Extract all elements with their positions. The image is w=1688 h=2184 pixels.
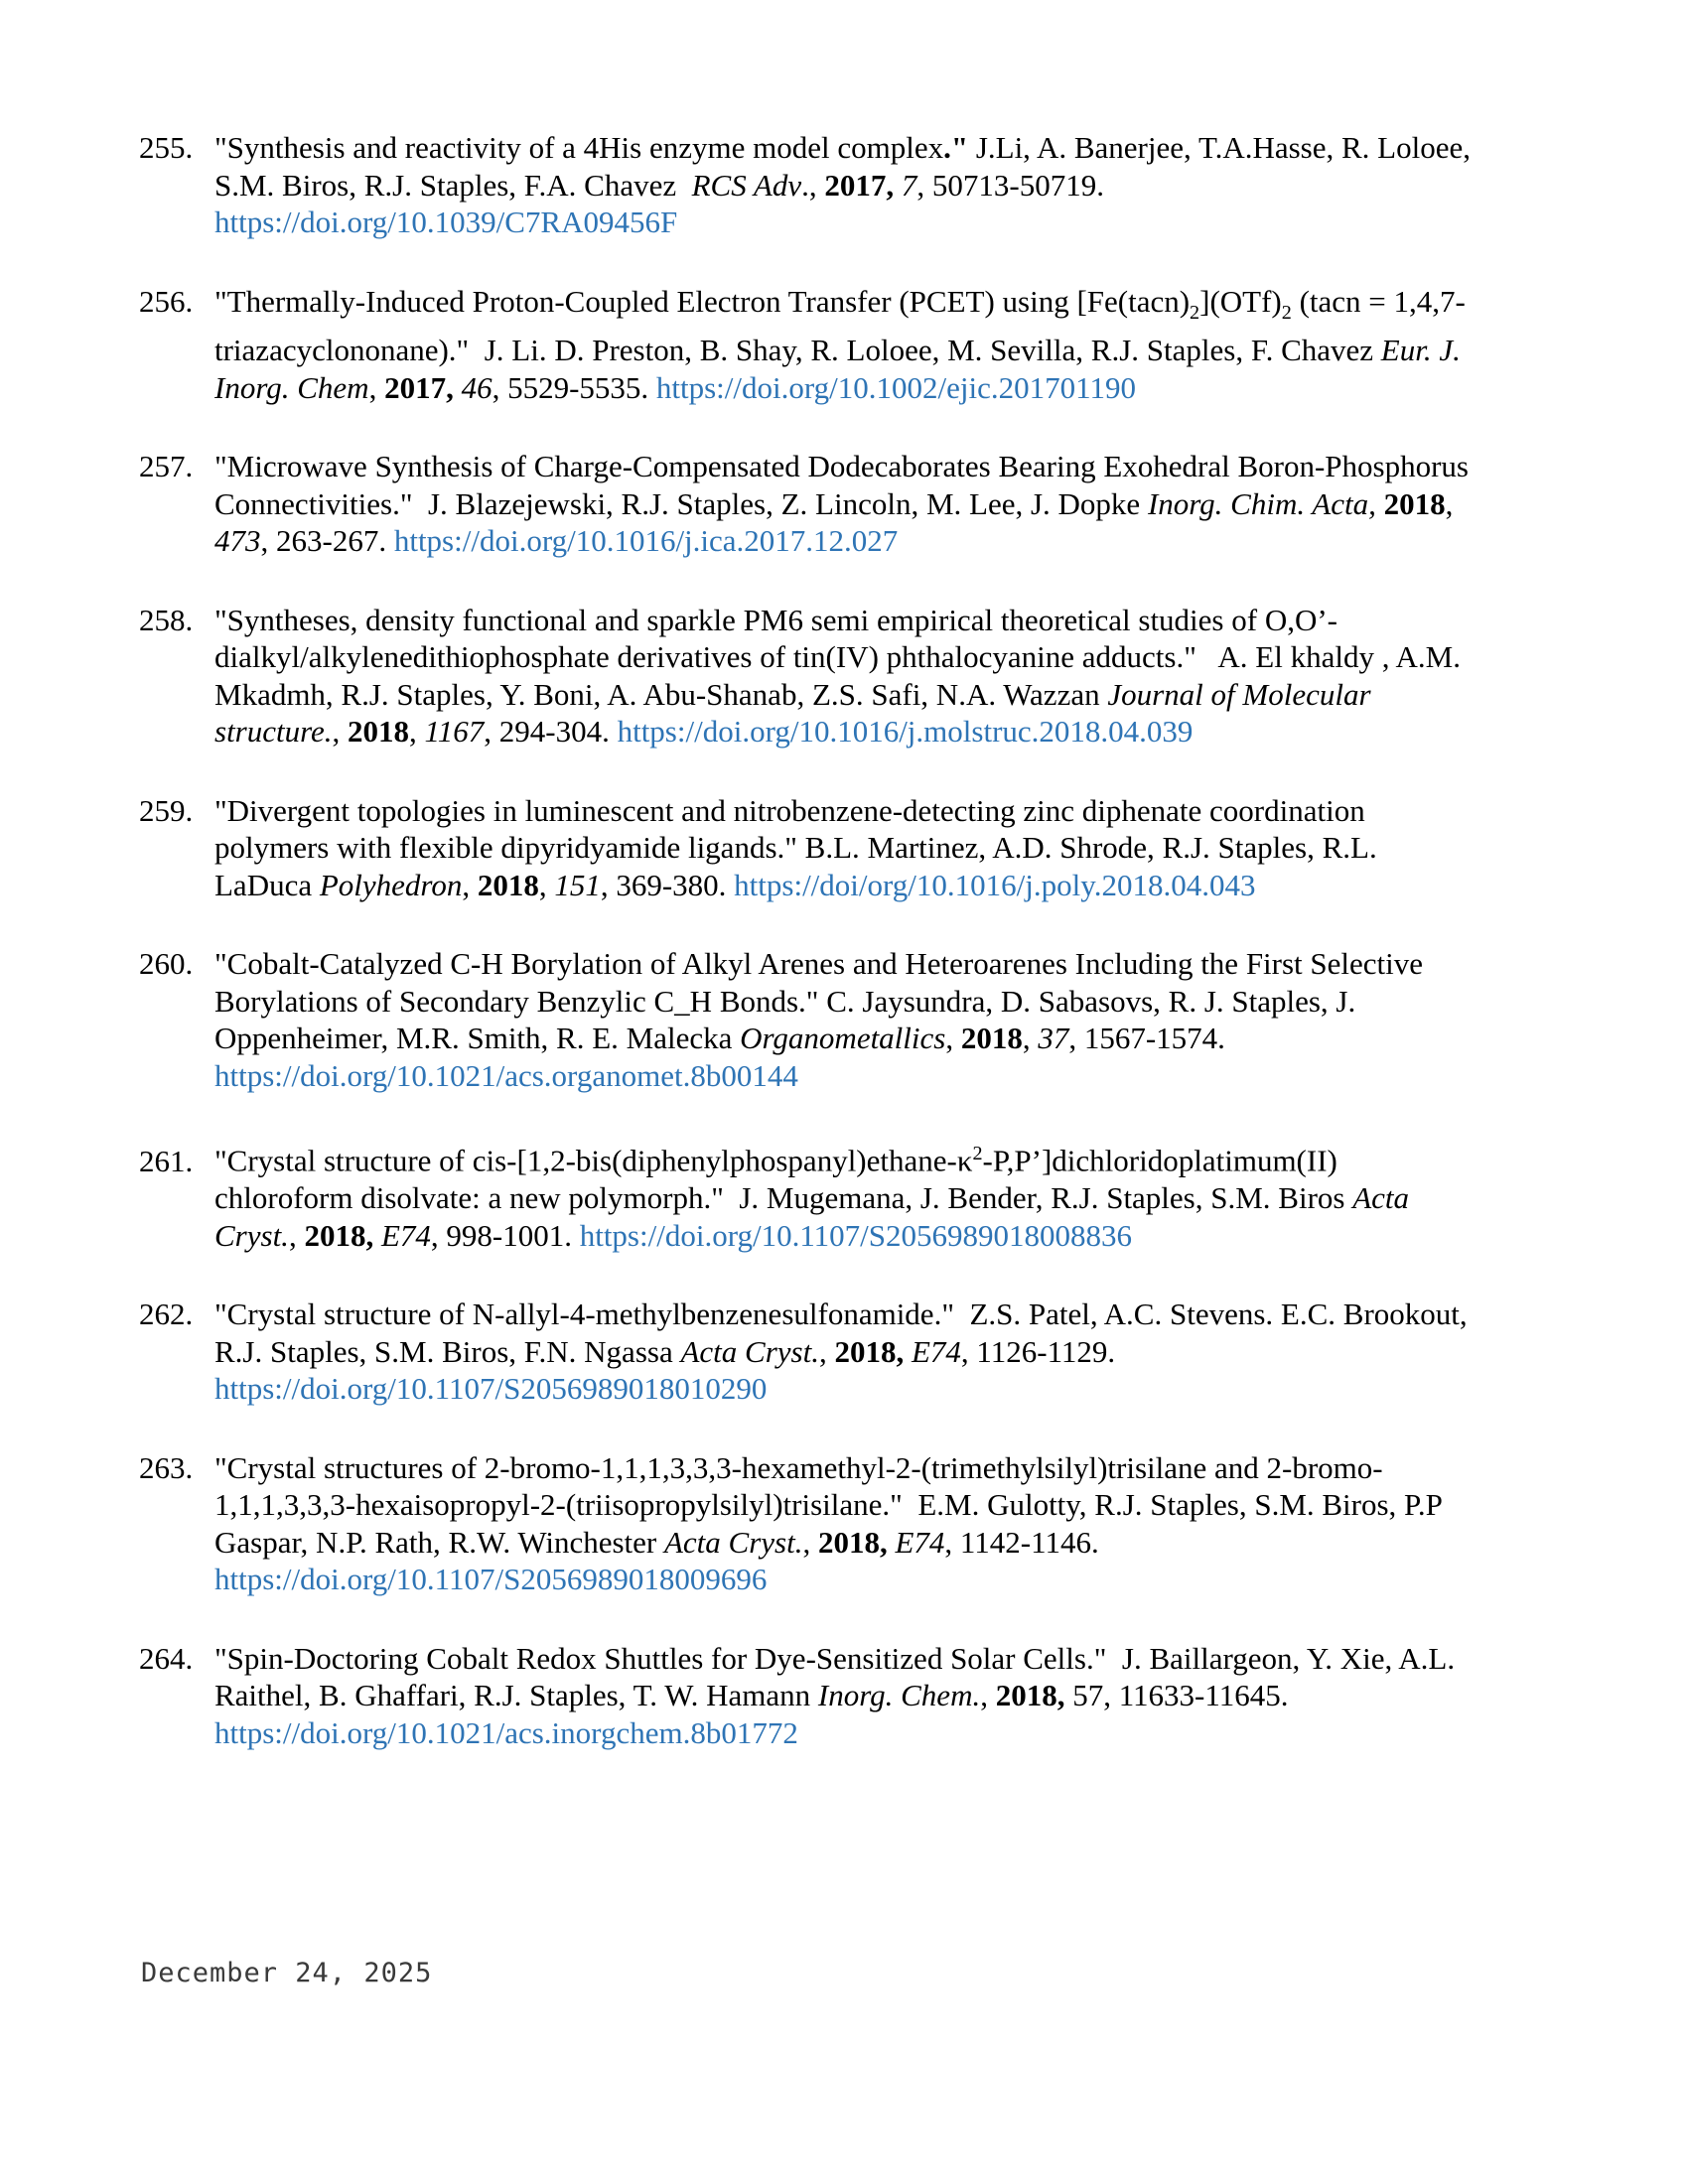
citation-text: ., — [801, 167, 825, 203]
reference-item — [139, 1296, 1479, 1408]
citation-text: 46 — [461, 369, 492, 405]
reference-number: 257. — [139, 449, 194, 484]
citation-text: 2018, — [304, 1217, 374, 1253]
citation-text: "Divergent topologies in luminescent and nitrobenzene-detecting zinc diphenate coordination polymers with flexible dipyridyamide ligands." B.L. Martinez, A.D. Shrode, R.J. Staples, R.L. LaDuca — [214, 792, 1385, 902]
citation-text: , — [802, 1524, 818, 1560]
doi-link[interactable]: https://doi.org/10.1016/j.molstruc.2018.04.039 — [617, 714, 1194, 750]
reference-item — [139, 448, 1479, 560]
citation-text: "Spin-Doctoring Cobalt Redox Shuttles for Dye-Sensitized Solar Cells." J. Baillargeon, Y. Xie, A.L. Raithel, B. Ghaffari, R.J. Staples, T. W. Hamann — [214, 1640, 1463, 1713]
reference-item — [139, 792, 1479, 904]
citation-text: Acta Cryst. — [214, 1180, 1417, 1253]
citation-text: , — [409, 714, 425, 750]
citation-text: 2017, — [824, 167, 895, 203]
citation-text: "Syntheses, density functional and sparkle PM6 semi empirical theoretical studies of O,O’-dialkyl/alkylenedithiophosphate derivatives of tin(IV) phthalocyanine adducts." A. El khaldy , A.M. Mkadmh, R.J. Staples, Y. Boni, A. Abu-Shanab, Z.S. Safi, N.A. Wazzan — [214, 602, 1469, 712]
citation-text: 2018, — [817, 1524, 888, 1560]
citation-text: (tacn = 1,4,7-triazacyclononane)." J. Li. D. Preston, B. Shay, R. Loloee, M. Sevilla, R.J. Staples, F. Chavez — [214, 283, 1466, 368]
citation-text: 2 — [972, 1143, 983, 1165]
citation-text: 37 — [1038, 1021, 1069, 1056]
citation-text: , — [980, 1678, 996, 1713]
doi-link[interactable]: https://doi.org/10.1021/acs.inorgchem.8b01772 — [214, 1714, 798, 1750]
citation-text: 2018 — [348, 714, 410, 750]
citation-text: "Crystal structures of 2-bromo-1,1,1,3,3,3-hexamethyl-2-(trimethylsilyl)trisilane and 2-bromo-1,1,1,3,3,3-hexaisopropyl-2-(triisopropylsilyl)trisilane." E.M. Gulotty, R.J. Staples, S.M. Biros, P.P Gaspar, N.P. Rath, R.W. Winchester — [214, 1449, 1450, 1560]
citation-text: J.Li, A. Banerjee, T.A.Hasse, R. Loloee, S.M. Biros, R.J. Staples, F.A. Chavez — [214, 130, 1478, 203]
doi-link[interactable]: https://doi.org/10.1002/ejic.201701190 — [655, 369, 1136, 405]
citation-text: , 50713-50719. — [916, 167, 1112, 203]
citation-text: Acta Cryst. — [663, 1524, 803, 1560]
doi-link[interactable]: https://doi.org/10.1016/j.ica.2017.12.027 — [393, 523, 899, 559]
reference-number: 255. — [139, 130, 194, 165]
citation-text: Polyhedron — [319, 867, 463, 902]
citation-text: 2 — [1281, 301, 1292, 324]
citation-text: Acta Cryst. — [680, 1333, 819, 1369]
citation-text: , — [945, 1021, 961, 1056]
reference-list — [139, 129, 1479, 1793]
citation-text: "Synthesis and reactivity of a 4His enzyme model complex — [214, 130, 944, 165]
citation-text: Inorg. Chem. — [817, 1678, 981, 1713]
citation-text: 2017, — [384, 369, 454, 405]
citation-text: Organometallics — [740, 1021, 946, 1056]
citation-text — [1376, 486, 1384, 521]
citation-text: "Crystal structure of N-allyl-4-methylbenzenesulfonamide." Z.S. Patel, A.C. Stevens. E.C. Brookout, R.J. Staples, S.M. Biros, F.N. Ngassa — [214, 1297, 1476, 1369]
citation-text: E74 — [895, 1524, 945, 1560]
doi-link[interactable]: https://doi.org/10.1039/C7RA09456F — [214, 205, 678, 239]
citation-text: , — [818, 1333, 835, 1369]
reference-number: 256. — [139, 283, 194, 319]
citation-text: "Microwave Synthesis of Charge-Compensated Dodecaborates Bearing Exohedral Boron-Phosphorus Connectivities." J. Blazejewski, R.J. Staples, Z. Lincoln, M. Lee, J. Dopke — [214, 449, 1477, 521]
doi-link[interactable]: https://doi/org/10.1016/j.poly.2018.04.043 — [734, 867, 1256, 902]
doi-link[interactable]: https://doi.org/10.1107/S2056989018008836 — [579, 1217, 1133, 1253]
reference-item — [139, 129, 1479, 241]
reference-number: 261. — [139, 1143, 194, 1178]
citation-text: 7 — [901, 167, 917, 203]
citation-text: 2018, — [834, 1333, 905, 1369]
reference-number: 260. — [139, 946, 194, 982]
citation-text: 2 — [1190, 301, 1200, 324]
citation-text: 2018 — [477, 867, 539, 902]
citation-text: , 1567-1574. — [1068, 1021, 1233, 1056]
reference-number: 264. — [139, 1640, 194, 1676]
citation-text: , — [538, 867, 555, 902]
reference-item — [139, 1136, 1479, 1254]
citation-text — [904, 1334, 912, 1369]
citation-text: , 263-267. — [260, 523, 394, 559]
footer-date: December 24, 2025 — [141, 1958, 433, 1988]
citation-text: 2018 — [1383, 485, 1446, 521]
citation-text: , 5529-5535. — [492, 369, 656, 405]
citation-text: Journal of Molecular structure. — [214, 676, 1379, 750]
citation-text: , 998-1001. — [430, 1217, 580, 1253]
citation-text: E74 — [380, 1217, 431, 1253]
citation-text — [894, 168, 902, 203]
reference-item — [139, 283, 1479, 407]
citation-text: E74 — [911, 1333, 961, 1369]
reference-number: 259. — [139, 792, 194, 828]
citation-text: , — [462, 867, 478, 902]
citation-text: Eur. J. Inorg. Chem — [214, 333, 1469, 405]
citation-text: 1167 — [424, 714, 485, 750]
citation-text: , 294-304. — [484, 714, 618, 750]
citation-text: "Crystal structure of cis-[1,2-bis(diphenylphospanyl)ethane-κ — [214, 1143, 973, 1178]
citation-text: , 1126-1129. — [960, 1333, 1123, 1369]
citation-text: , 369-380. — [600, 867, 735, 902]
citation-text: "Cobalt-Catalyzed C-H Borylation of Alkyl Arenes and Heteroarenes Including the First Selective Borylations of Secondary Benzylic C_H Bonds." C. Jaysundra, D. Sabasovs, R. J. Staples, J. Oppenheimer, M.R. Smith, R. E. Malecka — [214, 946, 1431, 1056]
citation-text: RCS Adv — [691, 167, 802, 203]
citation-text: , 1142-1146. — [944, 1524, 1107, 1560]
citation-text: , — [1445, 485, 1462, 521]
citation-text: ." — [943, 130, 969, 165]
citation-text — [373, 1218, 381, 1253]
doi-link[interactable]: https://doi.org/10.1021/acs.organomet.8b00144 — [214, 1057, 798, 1093]
citation-text: ](OTf) — [1199, 283, 1282, 319]
reference-number: 262. — [139, 1297, 194, 1332]
citation-text: , — [332, 714, 349, 750]
citation-text: 57, 11633-11645. — [1064, 1678, 1297, 1713]
citation-text: , — [1022, 1021, 1039, 1056]
citation-text: -P,P’]dichloridoplatimum(II) chloroform disolvate: a new polymorph." J. Mugemana, J. Bender, R.J. Staples, S.M. Biros — [214, 1143, 1353, 1216]
citation-text: Inorg. Chim. Acta, — [1147, 485, 1376, 521]
citation-text — [454, 370, 462, 405]
reference-item — [139, 1449, 1479, 1598]
doi-link[interactable]: https://doi.org/10.1107/S2056989018009696 — [214, 1562, 768, 1597]
reference-item — [139, 945, 1479, 1094]
reference-number: 258. — [139, 602, 194, 637]
doi-link[interactable]: https://doi.org/10.1107/S2056989018010290 — [214, 1371, 768, 1407]
citation-text: 473 — [214, 523, 261, 559]
citation-text: "Thermally-Induced Proton-Coupled Electron Transfer (PCET) using [Fe(tacn) — [214, 283, 1191, 319]
citation-text: , — [288, 1217, 305, 1253]
citation-text: 2018 — [960, 1021, 1023, 1056]
citation-text: , — [368, 369, 385, 405]
citation-text: 2018, — [995, 1678, 1065, 1713]
reference-item — [139, 1640, 1479, 1752]
reference-item — [139, 602, 1479, 751]
reference-number: 263. — [139, 1449, 194, 1485]
citation-text: 151 — [554, 867, 601, 902]
